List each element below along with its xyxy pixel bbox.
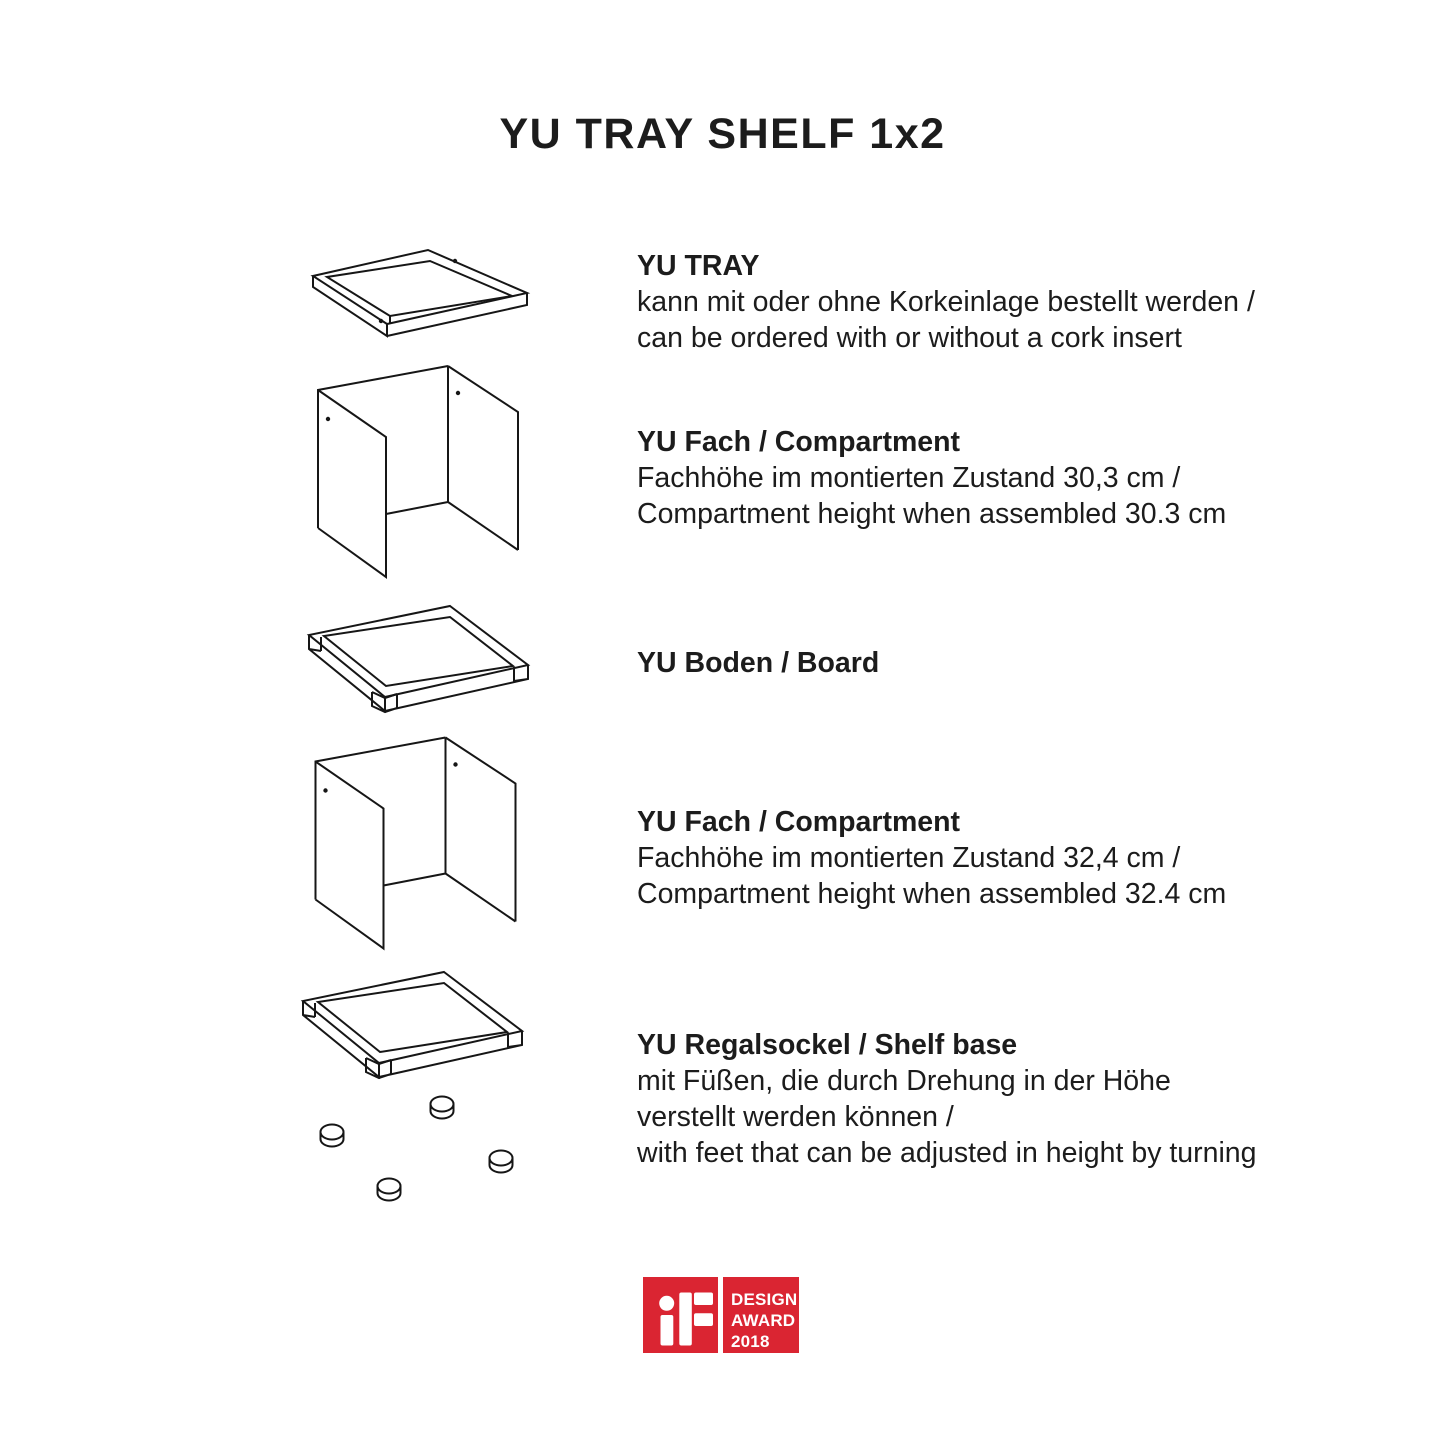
label-shelf-base — [637, 1027, 1357, 1171]
component-heading: YU TRAY — [637, 250, 760, 282]
component-description-line: mit Füßen, die durch Drehung in der Höhe — [637, 1065, 1171, 1097]
label-tray — [637, 248, 1357, 356]
board-drawing — [309, 606, 528, 712]
label-compartment-upper — [637, 424, 1357, 532]
compartment-drawing-lower — [316, 738, 516, 949]
page-title: YU TRAY SHELF 1x2 — [499, 110, 946, 158]
label-board — [637, 645, 1357, 681]
component-description-line: Fachhöhe im montierten Zustand 30,3 cm / — [637, 462, 1181, 494]
component-description-line: verstellt werden können / — [637, 1101, 954, 1133]
if-design-award-badge — [643, 1277, 799, 1353]
component-heading: YU Regalsockel / Shelf base — [637, 1029, 1018, 1061]
shelf-base-drawing — [303, 972, 522, 1078]
component-description-line: Compartment height when assembled 32.4 cm — [637, 878, 1227, 910]
award-text-line: DESIGN — [731, 1290, 798, 1309]
award-text-line: AWARD — [731, 1311, 796, 1330]
component-description-line: with feet that can be adjusted in height by turning — [637, 1137, 1257, 1169]
label-compartment-lower — [637, 804, 1357, 912]
award-text — [723, 1277, 799, 1353]
award-text-line: 2018 — [731, 1332, 770, 1351]
component-description-line: Compartment height when assembled 30.3 cm — [637, 498, 1227, 530]
component-heading: YU Fach / Compartment — [637, 426, 961, 458]
shelf-feet-drawing — [321, 1097, 513, 1201]
compartment-drawing-upper — [318, 366, 518, 577]
component-heading: YU Fach / Compartment — [637, 806, 961, 838]
component-heading: YU Boden / Board — [637, 647, 880, 679]
component-description-line: Fachhöhe im montierten Zustand 32,4 cm / — [637, 842, 1181, 874]
component-description-line: can be ordered with or without a cork insert — [637, 322, 1182, 354]
component-description-line: kann mit oder ohne Korkeinlage bestellt werden / — [637, 286, 1255, 318]
if-logo-icon — [643, 1277, 718, 1353]
tray-drawing — [313, 250, 527, 336]
